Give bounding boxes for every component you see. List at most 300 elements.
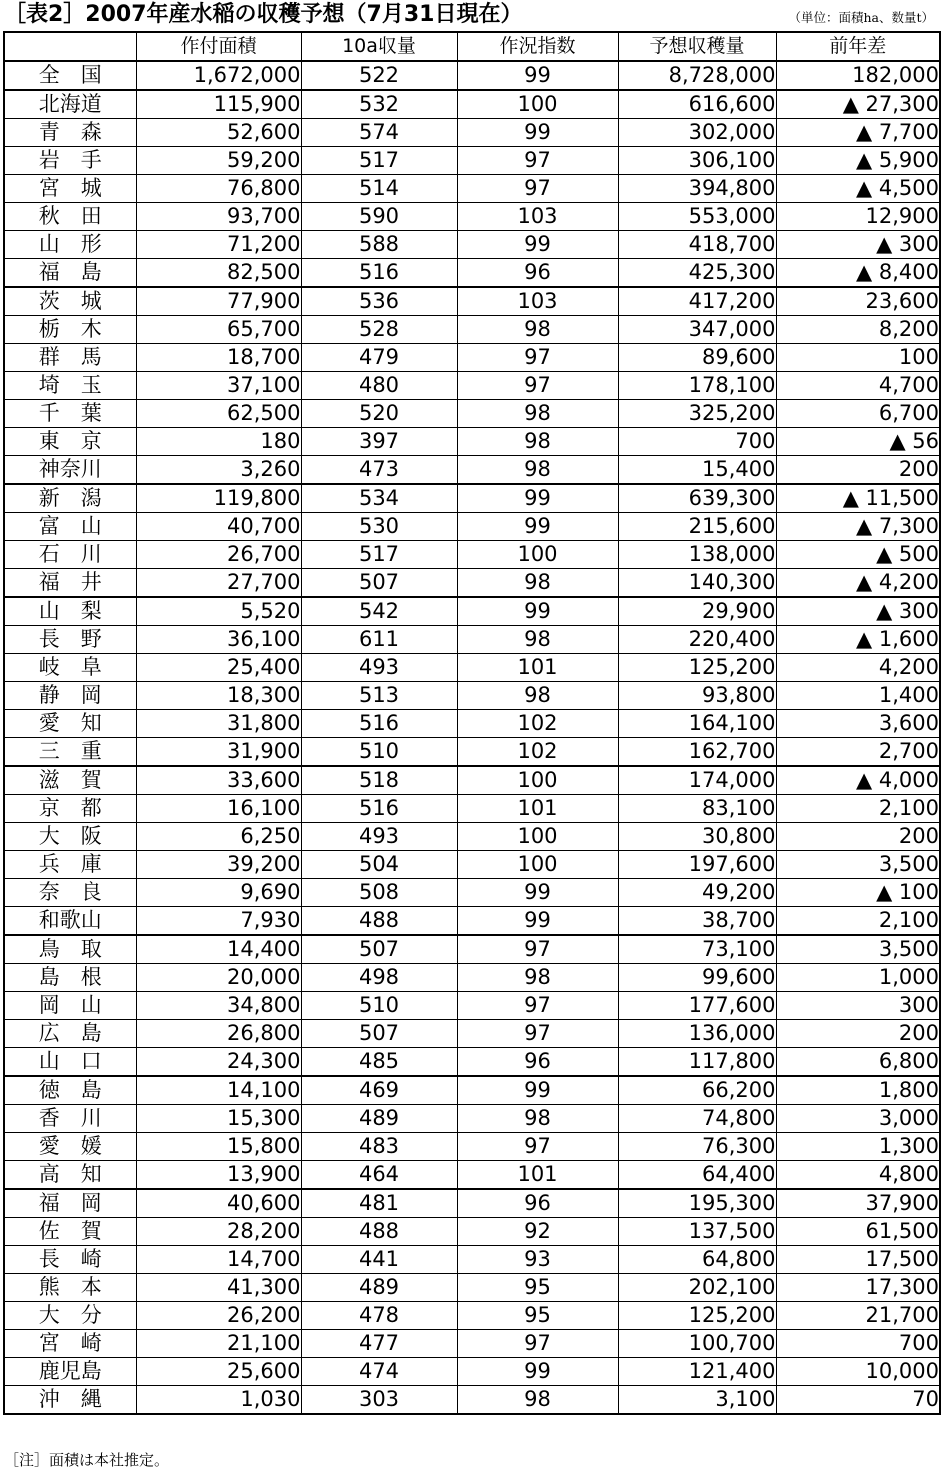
area-cell: 37,100 <box>136 372 301 400</box>
prefecture-cell: 秋 田 <box>4 203 136 231</box>
diff-cell: 200 <box>776 823 940 851</box>
yield-cell: 522 <box>301 61 457 90</box>
area-cell: 1,030 <box>136 1386 301 1415</box>
prefecture-cell: 福 井 <box>4 569 136 598</box>
yield-cell: 478 <box>301 1302 457 1330</box>
area-cell: 14,700 <box>136 1246 301 1274</box>
yield-cell: 303 <box>301 1386 457 1415</box>
prefecture-cell: 奈 良 <box>4 879 136 907</box>
table-row <box>4 738 940 767</box>
index-cell: 99 <box>457 1358 618 1386</box>
area-cell: 15,800 <box>136 1133 301 1161</box>
prefecture-cell: 福 岡 <box>4 1189 136 1218</box>
diff-cell: 1,000 <box>776 964 940 992</box>
area-cell: 15,300 <box>136 1105 301 1133</box>
header-year-diff: 前年差 <box>776 32 940 61</box>
index-cell: 101 <box>457 795 618 823</box>
yield-cell: 516 <box>301 795 457 823</box>
yield-cell: 516 <box>301 259 457 288</box>
index-cell: 100 <box>457 823 618 851</box>
table-title: ［表2］2007年産水稲の収穫予想（7月31日現在） <box>4 2 523 27</box>
harvest-cell: 417,200 <box>618 287 776 316</box>
index-cell: 97 <box>457 1133 618 1161</box>
table-row <box>4 1105 940 1133</box>
table-row <box>4 90 940 119</box>
harvest-cell: 162,700 <box>618 738 776 767</box>
index-cell: 95 <box>457 1274 618 1302</box>
area-cell: 77,900 <box>136 287 301 316</box>
harvest-cell: 3,100 <box>618 1386 776 1415</box>
harvest-cell: 117,800 <box>618 1048 776 1077</box>
diff-cell: ▲ 1,600 <box>776 626 940 654</box>
yield-cell: 534 <box>301 484 457 513</box>
area-cell: 16,100 <box>136 795 301 823</box>
area-cell: 7,930 <box>136 907 301 936</box>
index-cell: 98 <box>457 964 618 992</box>
harvest-table <box>3 31 941 1415</box>
prefecture-cell: 埼 玉 <box>4 372 136 400</box>
yield-cell: 588 <box>301 231 457 259</box>
yield-cell: 611 <box>301 626 457 654</box>
harvest-cell: 306,100 <box>618 147 776 175</box>
index-cell: 101 <box>457 1161 618 1190</box>
harvest-cell: 425,300 <box>618 259 776 288</box>
prefecture-cell: 茨 城 <box>4 287 136 316</box>
table-row <box>4 484 940 513</box>
yield-cell: 479 <box>301 344 457 372</box>
table-row <box>4 935 940 964</box>
area-cell: 20,000 <box>136 964 301 992</box>
area-cell: 93,700 <box>136 203 301 231</box>
index-cell: 98 <box>457 626 618 654</box>
prefecture-cell: 愛 媛 <box>4 1133 136 1161</box>
index-cell: 99 <box>457 879 618 907</box>
prefecture-cell: 香 川 <box>4 1105 136 1133</box>
diff-cell: 21,700 <box>776 1302 940 1330</box>
index-cell: 97 <box>457 1020 618 1048</box>
harvest-cell: 215,600 <box>618 513 776 541</box>
table-row <box>4 964 940 992</box>
diff-cell: 3,600 <box>776 710 940 738</box>
table-row <box>4 428 940 456</box>
diff-cell: 70 <box>776 1386 940 1415</box>
area-cell: 31,900 <box>136 738 301 767</box>
index-cell: 96 <box>457 259 618 288</box>
yield-cell: 498 <box>301 964 457 992</box>
index-cell: 99 <box>457 61 618 90</box>
table-row <box>4 344 940 372</box>
diff-cell: ▲ 7,700 <box>776 119 940 147</box>
area-cell: 40,700 <box>136 513 301 541</box>
index-cell: 103 <box>457 203 618 231</box>
diff-cell: 3,500 <box>776 935 940 964</box>
yield-cell: 504 <box>301 851 457 879</box>
index-cell: 97 <box>457 1330 618 1358</box>
area-cell: 36,100 <box>136 626 301 654</box>
index-cell: 95 <box>457 1302 618 1330</box>
index-cell: 98 <box>457 569 618 598</box>
diff-cell: 23,600 <box>776 287 940 316</box>
prefecture-cell: 島 根 <box>4 964 136 992</box>
diff-cell: 12,900 <box>776 203 940 231</box>
prefecture-cell: 北海道 <box>4 90 136 119</box>
yield-cell: 517 <box>301 147 457 175</box>
yield-cell: 516 <box>301 710 457 738</box>
prefecture-cell: 鹿児島 <box>4 1358 136 1386</box>
yield-cell: 489 <box>301 1105 457 1133</box>
area-cell: 27,700 <box>136 569 301 598</box>
prefecture-cell: 京 都 <box>4 795 136 823</box>
area-cell: 24,300 <box>136 1048 301 1077</box>
harvest-cell: 66,200 <box>618 1076 776 1105</box>
yield-cell: 477 <box>301 1330 457 1358</box>
table-row <box>4 597 940 626</box>
yield-cell: 514 <box>301 175 457 203</box>
index-cell: 92 <box>457 1218 618 1246</box>
diff-cell: ▲ 56 <box>776 428 940 456</box>
harvest-cell: 73,100 <box>618 935 776 964</box>
yield-cell: 508 <box>301 879 457 907</box>
index-cell: 101 <box>457 654 618 682</box>
area-cell: 41,300 <box>136 1274 301 1302</box>
yield-cell: 536 <box>301 287 457 316</box>
harvest-cell: 177,600 <box>618 992 776 1020</box>
diff-cell: 1,800 <box>776 1076 940 1105</box>
diff-cell: ▲ 4,200 <box>776 569 940 598</box>
table-row <box>4 1274 940 1302</box>
harvest-cell: 83,100 <box>618 795 776 823</box>
table-row <box>4 372 940 400</box>
prefecture-cell: 千 葉 <box>4 400 136 428</box>
area-cell: 119,800 <box>136 484 301 513</box>
index-cell: 99 <box>457 119 618 147</box>
table-row <box>4 1246 940 1274</box>
area-cell: 71,200 <box>136 231 301 259</box>
harvest-cell: 140,300 <box>618 569 776 598</box>
prefecture-cell: 神奈川 <box>4 456 136 485</box>
diff-cell: 6,800 <box>776 1048 940 1077</box>
harvest-cell: 74,800 <box>618 1105 776 1133</box>
harvest-cell: 125,200 <box>618 654 776 682</box>
harvest-cell: 8,728,000 <box>618 61 776 90</box>
diff-cell: ▲ 4,000 <box>776 766 940 795</box>
diff-cell: 6,700 <box>776 400 940 428</box>
area-cell: 82,500 <box>136 259 301 288</box>
harvest-cell: 136,000 <box>618 1020 776 1048</box>
table-row <box>4 400 940 428</box>
harvest-cell: 639,300 <box>618 484 776 513</box>
harvest-cell: 197,600 <box>618 851 776 879</box>
table-row <box>4 1330 940 1358</box>
harvest-cell: 195,300 <box>618 1189 776 1218</box>
area-cell: 65,700 <box>136 316 301 344</box>
index-cell: 97 <box>457 992 618 1020</box>
yield-cell: 488 <box>301 907 457 936</box>
area-cell: 26,700 <box>136 541 301 569</box>
index-cell: 96 <box>457 1189 618 1218</box>
harvest-cell: 302,000 <box>618 119 776 147</box>
prefecture-cell: 長 野 <box>4 626 136 654</box>
prefecture-cell: 新 潟 <box>4 484 136 513</box>
diff-cell: 2,700 <box>776 738 940 767</box>
yield-cell: 481 <box>301 1189 457 1218</box>
harvest-cell: 49,200 <box>618 879 776 907</box>
area-cell: 14,100 <box>136 1076 301 1105</box>
table-row <box>4 1386 940 1415</box>
index-cell: 99 <box>457 907 618 936</box>
table-row <box>4 992 940 1020</box>
area-cell: 31,800 <box>136 710 301 738</box>
index-cell: 98 <box>457 400 618 428</box>
area-cell: 59,200 <box>136 147 301 175</box>
prefecture-cell: 熊 本 <box>4 1274 136 1302</box>
table-row <box>4 175 940 203</box>
harvest-cell: 700 <box>618 428 776 456</box>
index-cell: 98 <box>457 682 618 710</box>
header-expected-harvest: 予想収穫量 <box>618 32 776 61</box>
diff-cell: 3,500 <box>776 851 940 879</box>
index-cell: 98 <box>457 456 618 485</box>
yield-cell: 520 <box>301 400 457 428</box>
area-cell: 25,600 <box>136 1358 301 1386</box>
harvest-cell: 174,000 <box>618 766 776 795</box>
area-cell: 33,600 <box>136 766 301 795</box>
yield-cell: 464 <box>301 1161 457 1190</box>
table-row <box>4 1133 940 1161</box>
index-cell: 100 <box>457 541 618 569</box>
yield-cell: 483 <box>301 1133 457 1161</box>
index-cell: 93 <box>457 1246 618 1274</box>
harvest-cell: 30,800 <box>618 823 776 851</box>
prefecture-cell: 福 島 <box>4 259 136 288</box>
table-row <box>4 907 940 936</box>
harvest-cell: 347,000 <box>618 316 776 344</box>
area-cell: 76,800 <box>136 175 301 203</box>
yield-cell: 507 <box>301 1020 457 1048</box>
harvest-cell: 89,600 <box>618 344 776 372</box>
harvest-cell: 99,600 <box>618 964 776 992</box>
yield-cell: 507 <box>301 569 457 598</box>
harvest-cell: 164,100 <box>618 710 776 738</box>
area-cell: 3,260 <box>136 456 301 485</box>
harvest-cell: 38,700 <box>618 907 776 936</box>
diff-cell: 182,000 <box>776 61 940 90</box>
harvest-cell: 137,500 <box>618 1218 776 1246</box>
prefecture-cell: 高 知 <box>4 1161 136 1190</box>
diff-cell: ▲ 8,400 <box>776 259 940 288</box>
area-cell: 62,500 <box>136 400 301 428</box>
prefecture-cell: 兵 庫 <box>4 851 136 879</box>
table-row <box>4 766 940 795</box>
prefecture-cell: 静 岡 <box>4 682 136 710</box>
diff-cell: ▲ 4,500 <box>776 175 940 203</box>
table-row <box>4 626 940 654</box>
table-row <box>4 287 940 316</box>
prefecture-cell: 山 梨 <box>4 597 136 626</box>
yield-cell: 397 <box>301 428 457 456</box>
table-row <box>4 231 940 259</box>
area-cell: 25,400 <box>136 654 301 682</box>
yield-cell: 469 <box>301 1076 457 1105</box>
prefecture-cell: 長 崎 <box>4 1246 136 1274</box>
diff-cell: 200 <box>776 1020 940 1048</box>
diff-cell: ▲ 500 <box>776 541 940 569</box>
diff-cell: 200 <box>776 456 940 485</box>
index-cell: 97 <box>457 147 618 175</box>
table-row <box>4 513 940 541</box>
area-cell: 21,100 <box>136 1330 301 1358</box>
yield-cell: 489 <box>301 1274 457 1302</box>
diff-cell: 3,000 <box>776 1105 940 1133</box>
prefecture-cell: 青 森 <box>4 119 136 147</box>
table-row <box>4 541 940 569</box>
table-row <box>4 1189 940 1218</box>
diff-cell: 17,300 <box>776 1274 940 1302</box>
index-cell: 96 <box>457 1048 618 1077</box>
area-cell: 40,600 <box>136 1189 301 1218</box>
prefecture-cell: 広 島 <box>4 1020 136 1048</box>
yield-cell: 480 <box>301 372 457 400</box>
area-cell: 34,800 <box>136 992 301 1020</box>
table-row <box>4 147 940 175</box>
table-row <box>4 851 940 879</box>
prefecture-cell: 岐 阜 <box>4 654 136 682</box>
harvest-cell: 325,200 <box>618 400 776 428</box>
area-cell: 115,900 <box>136 90 301 119</box>
index-cell: 98 <box>457 428 618 456</box>
yield-cell: 493 <box>301 654 457 682</box>
prefecture-cell: 佐 賀 <box>4 1218 136 1246</box>
diff-cell: 37,900 <box>776 1189 940 1218</box>
index-cell: 103 <box>457 287 618 316</box>
table-row <box>4 1161 940 1190</box>
prefecture-cell: 宮 崎 <box>4 1330 136 1358</box>
area-cell: 1,672,000 <box>136 61 301 90</box>
table-row <box>4 1358 940 1386</box>
index-cell: 100 <box>457 90 618 119</box>
yield-cell: 485 <box>301 1048 457 1077</box>
diff-cell: ▲ 5,900 <box>776 147 940 175</box>
yield-cell: 507 <box>301 935 457 964</box>
area-cell: 18,700 <box>136 344 301 372</box>
yield-cell: 528 <box>301 316 457 344</box>
prefecture-cell: 全 国 <box>4 61 136 90</box>
table-row <box>4 119 940 147</box>
yield-cell: 518 <box>301 766 457 795</box>
diff-cell: 4,700 <box>776 372 940 400</box>
yield-cell: 517 <box>301 541 457 569</box>
harvest-cell: 220,400 <box>618 626 776 654</box>
area-cell: 26,200 <box>136 1302 301 1330</box>
yield-cell: 532 <box>301 90 457 119</box>
prefecture-cell: 山 形 <box>4 231 136 259</box>
area-cell: 9,690 <box>136 879 301 907</box>
table-row <box>4 879 940 907</box>
area-cell: 52,600 <box>136 119 301 147</box>
index-cell: 99 <box>457 231 618 259</box>
area-cell: 39,200 <box>136 851 301 879</box>
diff-cell: ▲ 11,500 <box>776 484 940 513</box>
prefecture-cell: 宮 城 <box>4 175 136 203</box>
index-cell: 99 <box>457 513 618 541</box>
yield-cell: 510 <box>301 738 457 767</box>
prefecture-cell: 栃 木 <box>4 316 136 344</box>
area-cell: 26,800 <box>136 1020 301 1048</box>
diff-cell: 100 <box>776 344 940 372</box>
harvest-cell: 15,400 <box>618 456 776 485</box>
yield-cell: 590 <box>301 203 457 231</box>
header-yield-10a: 10a収量 <box>301 32 457 61</box>
prefecture-cell: 和歌山 <box>4 907 136 936</box>
prefecture-cell: 東 京 <box>4 428 136 456</box>
index-cell: 97 <box>457 935 618 964</box>
unit-note: （単位：面積ha、数量t） <box>788 10 934 25</box>
prefecture-cell: 徳 島 <box>4 1076 136 1105</box>
prefecture-cell: 群 馬 <box>4 344 136 372</box>
harvest-cell: 121,400 <box>618 1358 776 1386</box>
harvest-cell: 138,000 <box>618 541 776 569</box>
prefecture-cell: 山 口 <box>4 1048 136 1077</box>
prefecture-cell: 滋 賀 <box>4 766 136 795</box>
prefecture-cell: 大 分 <box>4 1302 136 1330</box>
area-cell: 28,200 <box>136 1218 301 1246</box>
index-cell: 100 <box>457 766 618 795</box>
diff-cell: 8,200 <box>776 316 940 344</box>
index-cell: 97 <box>457 372 618 400</box>
index-cell: 99 <box>457 1076 618 1105</box>
diff-cell: 2,100 <box>776 907 940 936</box>
table-row <box>4 1048 940 1077</box>
index-cell: 98 <box>457 1105 618 1133</box>
prefecture-cell: 愛 知 <box>4 710 136 738</box>
header-prefecture <box>4 32 136 61</box>
diff-cell: 17,500 <box>776 1246 940 1274</box>
harvest-cell: 125,200 <box>618 1302 776 1330</box>
header-row <box>4 32 940 61</box>
prefecture-cell: 鳥 取 <box>4 935 136 964</box>
diff-cell: 4,800 <box>776 1161 940 1190</box>
table-row <box>4 682 940 710</box>
prefecture-cell: 大 阪 <box>4 823 136 851</box>
prefecture-cell: 岡 山 <box>4 992 136 1020</box>
diff-cell: ▲ 27,300 <box>776 90 940 119</box>
diff-cell: ▲ 300 <box>776 597 940 626</box>
area-cell: 6,250 <box>136 823 301 851</box>
yield-cell: 510 <box>301 992 457 1020</box>
diff-cell: 700 <box>776 1330 940 1358</box>
table-row <box>4 654 940 682</box>
yield-cell: 574 <box>301 119 457 147</box>
diff-cell: 61,500 <box>776 1218 940 1246</box>
prefecture-cell: 三 重 <box>4 738 136 767</box>
table-row <box>4 710 940 738</box>
yield-cell: 542 <box>301 597 457 626</box>
table-row <box>4 1020 940 1048</box>
table-row <box>4 316 940 344</box>
harvest-cell: 100,700 <box>618 1330 776 1358</box>
index-cell: 99 <box>457 597 618 626</box>
diff-cell: ▲ 7,300 <box>776 513 940 541</box>
area-cell: 5,520 <box>136 597 301 626</box>
index-cell: 100 <box>457 851 618 879</box>
prefecture-cell: 富 山 <box>4 513 136 541</box>
table-row <box>4 823 940 851</box>
table-row <box>4 456 940 485</box>
index-cell: 97 <box>457 175 618 203</box>
index-cell: 98 <box>457 316 618 344</box>
table-row <box>4 61 940 90</box>
yield-cell: 493 <box>301 823 457 851</box>
